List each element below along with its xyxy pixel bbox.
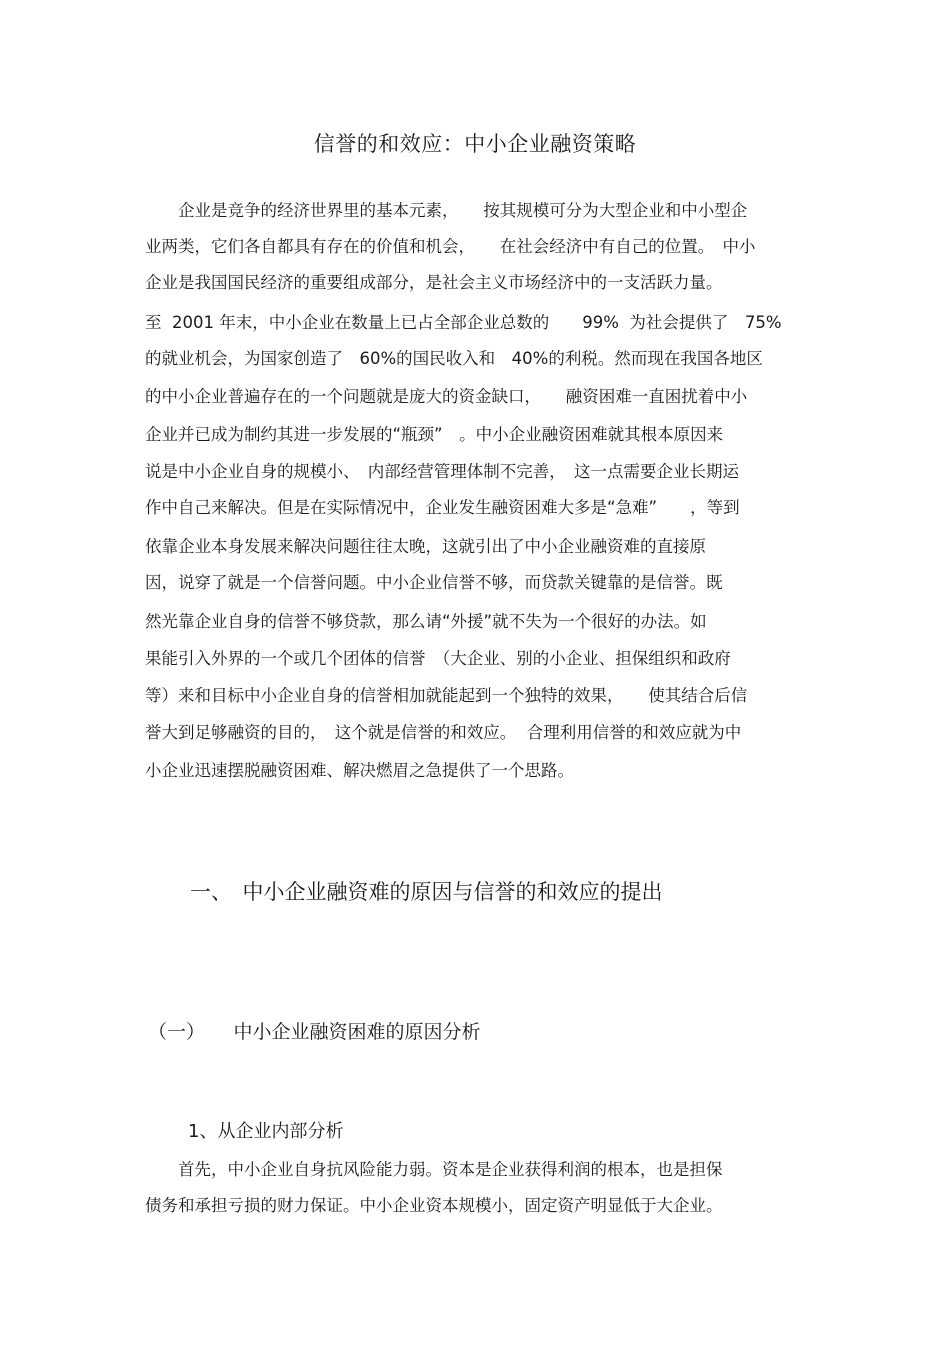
document-title: 信誉的和效应：中小企业融资策略 [313, 132, 637, 156]
intro-line: 果能引入外界的一个或几个团体的信誉 （大企业、别的小企业、担保组织和政府 [145, 649, 731, 668]
intro-line: 业两类，它们各自都具有存在的价值和机会， 在社会经济中有自己的位置。 中小 [145, 237, 756, 256]
section-line: 首先，中小企业自身抗风险能力弱。资本是企业获得利润的根本，也是担保 [145, 1160, 723, 1179]
intro-line: 等）来和目标中小企业自身的信誉相加就能起到一个独特的效果， 使其结合后信 [145, 686, 748, 705]
intro-line: 因，说穿了就是一个信誉问题。中小企业信誉不够，而贷款关键靠的是信誉。既 [145, 573, 723, 592]
intro-line: 作中自己来解决。但是在实际情况中，企业发生融资困难大多是“急难” ，等到 [145, 498, 740, 517]
intro-line: 依靠企业本身发展来解决问题往往太晚，这就引出了中小企业融资难的直接原 [145, 537, 706, 556]
section-heading-1: 一、 中小企业融资难的原因与信誉的和效应的提出 [190, 880, 663, 904]
intro-line: 誉大到足够融资的目的， 这个就是信誉的和效应。 合理利用信誉的和效应就为中 [145, 723, 742, 742]
intro-line: 企业并已成为制约其进一步发展的“瓶颈” 。中小企业融资困难就其根本原因来 [145, 425, 724, 444]
section-heading-3: 1、从企业内部分析 [188, 1121, 344, 1142]
intro-line: 至 2001 年末，中小企业在数量上已占全部企业总数的 99% 为社会提供了 75% [145, 313, 782, 332]
intro-line: 企业是我国国民经济的重要组成部分，是社会主义市场经济中的一支活跃力量。 [145, 273, 723, 292]
intro-line: 的中小企业普遍存在的一个问题就是庞大的资金缺口， 融资困难一直困扰着中小 [145, 387, 748, 406]
intro-line: 然光靠企业自身的信誉不够贷款，那么请“外援”就不失为一个很好的办法。如 [145, 612, 707, 631]
section-heading-2: （一） 中小企业融资困难的原因分析 [148, 1021, 481, 1043]
intro-line: 小企业迅速摆脱融资困难、解决燃眉之急提供了一个思路。 [145, 761, 574, 780]
intro-line: 的就业机会，为国家创造了 60%的国民收入和 40%的利税。然而现在我国各地区 [145, 349, 763, 368]
section-line: 债务和承担亏损的财力保证。中小企业资本规模小，固定资产明显低于大企业。 [145, 1196, 723, 1215]
intro-line: 说是中小企业自身的规模小、 内部经营管理体制不完善， 这一点需要企业长期运 [145, 462, 739, 481]
intro-line: 企业是竞争的经济世界里的基本元素， 按其规模可分为大型企业和中小型企 [145, 201, 748, 220]
